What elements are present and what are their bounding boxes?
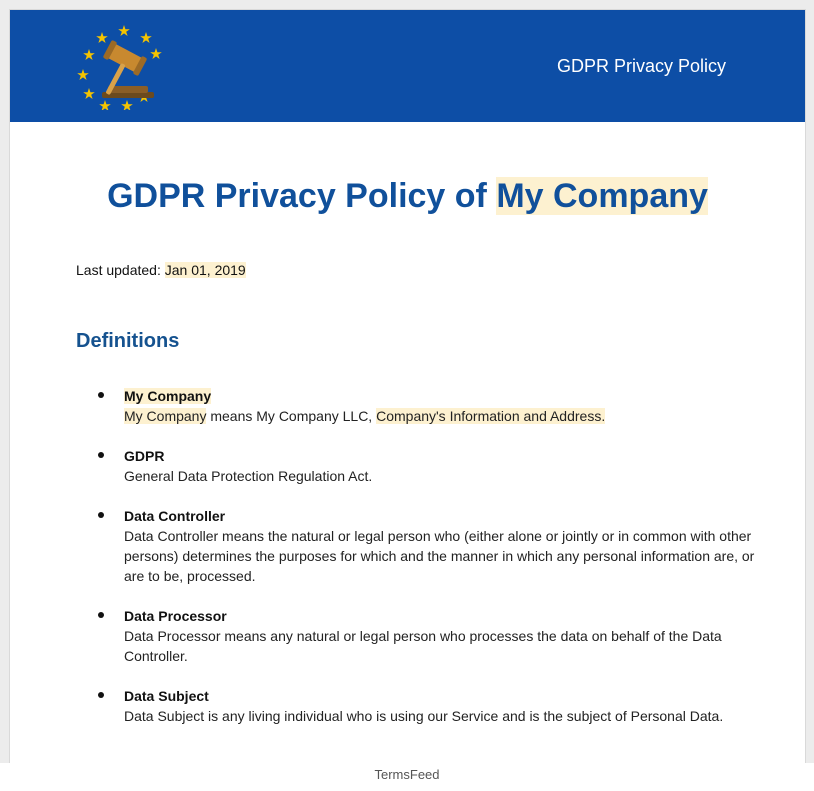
list-item xyxy=(98,606,758,666)
banner-title: GDPR Privacy Policy xyxy=(556,56,726,76)
bullet-icon xyxy=(98,452,104,458)
last-updated-date: Jan 01, 2019 xyxy=(164,262,246,278)
list-item xyxy=(98,446,758,486)
list-item xyxy=(98,506,758,586)
title-company: My Company xyxy=(496,177,708,215)
definition-description: Data Subject is any living individual who is using our Service and is the subject of Personal Data. xyxy=(124,708,724,724)
last-updated xyxy=(76,262,246,278)
definition-term: My Company xyxy=(124,388,212,404)
title-prefix: GDPR Privacy Policy of xyxy=(107,177,497,215)
last-updated-label: Last updated: xyxy=(76,262,165,278)
definitions-list xyxy=(98,386,758,746)
definition-term: Data Subject xyxy=(124,688,209,704)
bullet-icon xyxy=(98,512,104,518)
list-item xyxy=(98,686,758,726)
bullet-icon xyxy=(98,692,104,698)
definition-description: General Data Protection Regulation Act. xyxy=(124,468,373,484)
desc-middle: means My Company LLC, xyxy=(206,408,377,424)
desc-company: My Company xyxy=(124,408,207,424)
list-item xyxy=(98,386,758,426)
definition-term: Data Processor xyxy=(124,608,227,624)
footer xyxy=(0,763,814,791)
definition-term: Data Controller xyxy=(124,508,226,524)
bullet-icon xyxy=(98,612,104,618)
definitions-heading: Definitions xyxy=(76,330,180,352)
desc-address: Company's Information and Address. xyxy=(376,408,606,424)
definition-description xyxy=(124,406,758,426)
footer-brand-link[interactable]: TermsFeed xyxy=(374,767,440,782)
bullet-icon xyxy=(98,392,104,398)
definition-description: Data Controller means the natural or legal person who (either alone or jointly or in common with other persons) determines the purposes for which and the manner in which any personal information are, or are to be, processed. xyxy=(124,528,755,584)
document-page xyxy=(9,9,806,765)
page-title xyxy=(10,175,805,217)
header-banner xyxy=(10,10,805,122)
eu-stars-gavel-icon xyxy=(72,24,176,110)
definition-term: GDPR xyxy=(124,448,165,464)
definition-description: Data Processor means any natural or legal person who processes the data on behalf of the Data Controller. xyxy=(124,628,722,664)
